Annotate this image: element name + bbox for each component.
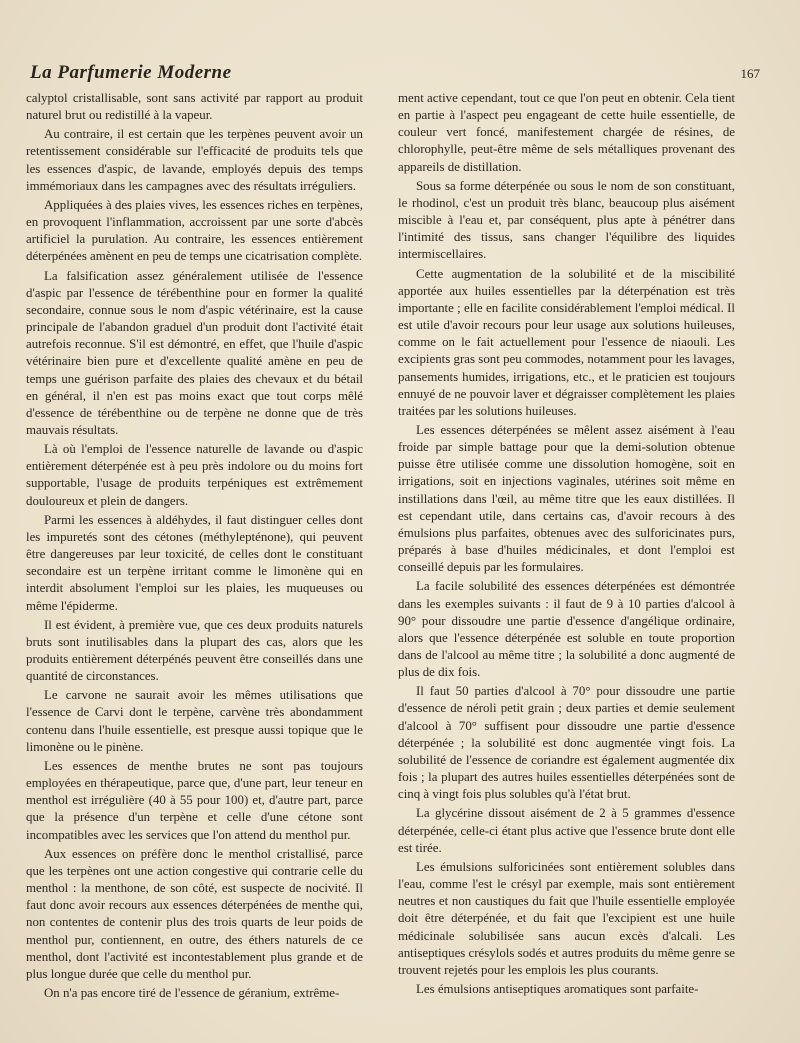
paragraph: Il faut 50 parties d'alcool à 70° pour dissoudre une partie d'essence de néroli petit grain ; deux parties et demie seulement d'alcool à 70° suffisent pour dissoudre une partie d'essence déterpénée ; la solubilité est donc augmentée vingt fois. La solubilité de l'essence de coriandre est également augmentée dix fois ; la plupart des autres huiles essentielles déterpénées sont de cinq à vingt fois plus solubles qu'à l'état brut.: [398, 684, 735, 802]
page-number: 167: [740, 66, 760, 81]
paragraph: Le carvone ne saurait avoir les mêmes utilisations que l'essence de Carvi dont le terpène, carvène très abondamment contenu dans l'huile essentielle, est presque aussi topique que le limonène ou le pinène.: [26, 688, 363, 754]
paragraph: La facile solubilité des essences déterpénées est démontrée dans les exemples suivants : il faut de 9 à 10 parties d'alcool à 90° pour dissoudre une partie d'essence d'angélique ordinaire, alors que l'essence déterpénée est soluble en toute proportion dans de l'alcool au même titre ; la solubilité a donc augmenté de plus de dix fois.: [398, 579, 735, 680]
paragraph: Appliquées à des plaies vives, les essences riches en terpènes, en provoquent l'inflammation, accroissent par une sorte d'abcès artificiel la purulation. Au contraire, les essences entièrement déterpénées amènent en peu de temps une cicatrisation complète.: [26, 197, 363, 264]
journal-title: La Parfumerie Moderne: [30, 62, 232, 83]
paragraph: On n'a pas encore tiré de l'essence de géranium, extrême-: [44, 985, 340, 1000]
paragraph: Au contraire, il est certain que les terpènes peuvent avoir un retentissement considérable sur l'efficacité de produits tels que les essences d'aspic, de lavande, employés depuis des temps immémoriaux dans les campagnes avec des résultats irréguliers.: [26, 127, 363, 193]
paragraph: Cette augmentation de la solubilité et de la miscibilité apportée aux huiles essentielles par la déterpénation est très importante ; elle en facilite considérablement l'emploi médical. Il est utile d'avoir recours pour leur usage aux solutions huileuses, comme on le fait actuellement pour l'essence de niaouli. Les excipients gras sont peu commodes, notamment pour les lavages, pansements humides, irrigations, etc., et le praticien est toujours ennuyé de ne pouvoir laver et dégraisser complètement les plaies traitées par les solutions huileuses.: [398, 266, 735, 418]
paragraph: Sous sa forme déterpénée ou sous le nom de son constituant, le rhodinol, c'est un produit très blanc, beaucoup plus aisément miscible à l'eau et, par conséquent, plus apte à pénétrer dans l'intimité des tissus, sans changer l'équilibre des liquides intermiscellaires.: [398, 178, 735, 262]
paragraph: Les émulsions sulforicinées sont entièrement solubles dans l'eau, comme l'est le crésyl par exemple, mais sont entièrement neutres et non caustiques du fait que l'huile essentielle employée doit être déterpénée, et du fait que l'excipient est une huile médicinale solubilisée sans aucun excès d'alcali. Les antiseptiques crésylols sodés et autres produits du même genre se trouvent rejetés pour les emplois les plus courants.: [398, 859, 735, 977]
paragraph: calyptol cristallisable, sont sans activité par rapport au produit naturel brut ou redistillé à la vapeur.: [26, 91, 363, 123]
paragraph: Les essences de menthe brutes ne sont pas toujours employées en thérapeutique, parce que, d'une part, leur teneur en menthol est irrégulière (40 à 55 pour 100) et, d'autre part, parce que la présence d'un terpène et celle d'une cétone sont incompatibles avec les services que l'on attend du menthol pur.: [26, 758, 363, 842]
paragraph: Parmi les essences à aldéhydes, il faut distinguer celles dont les impuretés sont des cétones (méthylepténone), qui peuvent être dangereuses par leur toxicité, de celles dont le constituant secondaire est un terpène irritant comme le limonène qui en interdit absolument l'emploi sur les plaies, les muqueuses ou même l'épiderme.: [26, 512, 363, 613]
paragraph: La falsification assez généralement utilisée de l'essence d'aspic par l'essence de térébenthine pour en former la qualité secondaire, connue sous le nom d'aspic vétérinaire, est la cause principale de l'abandon graduel d'un produit dont l'activité était autrefois reconnue. S'il est démontré, en effet, que l'huile d'aspic vétérinaire bien pure et d'excellente qualité amène en peu de temps une guérison parfaite des plaies des chevaux et du bétail en général, il n'en est pas moins exact que tout corps mêlé d'essence de térébenthine ou de terpène ne donne que de très mauvais résultats.: [26, 268, 363, 437]
paragraph: Là où l'emploi de l'essence naturelle de lavande ou d'aspic entièrement déterpénée est à peu près indolore ou du moins fort supportable, l'usage de produits terpéniques est extrêmement douloureux et plein de dangers.: [26, 442, 363, 508]
paragraph: La glycérine dissout aisément de 2 à 5 grammes d'essence déterpénée, celle-ci étant plus active que l'essence brute dont elle est tirée.: [398, 806, 735, 855]
paragraph: ment active cependant, tout ce que l'on peut en obtenir. Cela tient en partie à l'aspect peu engageant de cette huile essentielle, de couleur vert foncé, manifestement chargée de résines, de chlorophylle, peut-être même de sels métalliques provenant des appareils de distillation.: [398, 91, 735, 174]
paragraph: Les essences déterpénées se mêlent assez aisément à l'eau froide par simple battage pour que la demi-solution obtenue puisse être utilisée comme une dissolution homogène, soit en irrigations, soit en injections vaginales, utérines soit même en instillations dans l'œil, au même titre que les eaux distillées. Il est cependant utile, dans certains cas, d'avoir recours à des émulsions plus parfaites, obtenues avec des sulforicinates purs, préparés à base d'huiles médicinales, et dont l'emploi est conseillé depuis par les formulaires.: [398, 422, 735, 575]
paragraph: Aux essences on préfère donc le menthol cristallisé, parce que les terpènes ont une action congestive qui contrarie celle du menthol : la menthone, de son côté, est suspecte de nocivité. Il faut donc avoir recours aux essences déterpénées de menthe qui, non contentes de contenir plus des trois quarts de leur poids de menthol pur, contiennent, en outre, des éthers naturels de ce menthol, dont l'activité est incontestablement plus grande et de plus longue durée que celle du menthol pur.: [26, 846, 363, 981]
left-column: [26, 90, 363, 1002]
paragraph: Les émulsions antiseptiques aromatiques sont parfaite-: [416, 981, 699, 996]
right-column: [398, 90, 735, 998]
page-header: [30, 62, 760, 92]
paragraph: Il est évident, à première vue, que ces deux produits naturels bruts sont inutilisables dans la plupart des cas, alors que les produits entièrement déterpénés peuvent être conseillés dans une quantité de circonstances.: [26, 617, 363, 684]
